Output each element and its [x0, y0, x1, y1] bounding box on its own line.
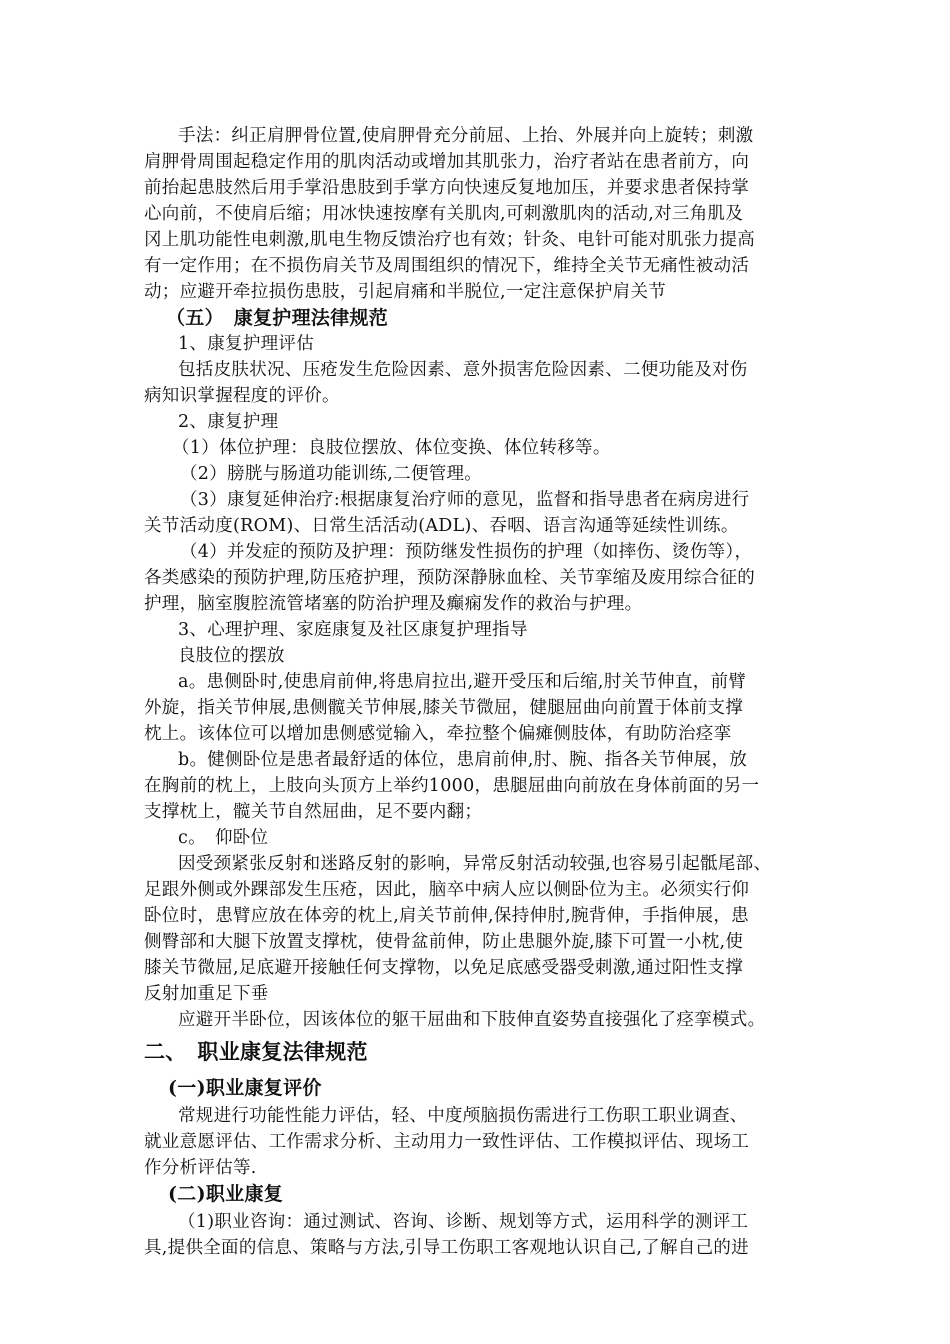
section-heading: （五） 康复护理法律规范: [166, 307, 389, 329]
text-line: 卧位时，患臂应放在体旁的枕上,肩关节前伸,保持伸肘,腕背伸，手指伸展，患: [144, 906, 749, 926]
text-line: c。 仰卧位: [178, 828, 269, 848]
text-line: 关节活动度(ROM)、日常生活活动(ADL)、吞咽、语言沟通等延续性训练。: [144, 516, 739, 536]
text-line: 外旋，指关节伸展,患侧髋关节伸展,膝关节微屈，健腿屈曲向前置于体前支撑: [144, 698, 744, 718]
text-line: 就业意愿评估、工作需求分析、主动用力一致性评估、工作模拟评估、现场工: [144, 1132, 750, 1152]
text-line: 良肢位的摆放: [178, 646, 285, 666]
text-line: 反射加重足下垂: [144, 984, 269, 1004]
text-line: 支撑枕上，髋关节自然屈曲，足不要内翻；: [144, 802, 483, 822]
text-line: 前抬起患肢然后用手掌沿患肢到手掌方向快速反复地加压，并要求患者保持掌: [144, 178, 750, 198]
text-line: 护理，脑室腹腔流管堵塞的防治护理及癫痫发作的救治与护理。: [144, 594, 643, 614]
text-line: 具,提供全面的信息、策略与方法,引导工伤职工客观地认识自己,了解自己的进: [144, 1238, 749, 1258]
text-line: 2、康复护理: [178, 412, 279, 432]
section-heading: (二)职业康复: [168, 1183, 284, 1205]
text-line: 心向前，不使肩后缩；用冰快速按摩有关肌肉,可刺激肌肉的活动,对三角肌及: [144, 204, 744, 224]
text-line: 1、康复护理评估: [178, 334, 315, 354]
text-line: b。健侧卧位是患者最舒适的体位，患肩前伸,肘、腕、指各关节伸展，放: [178, 750, 748, 770]
text-line: 膝关节微屈,足底避开接触任何支撑物，以免足底感受器受刺激,通过阳性支撑: [144, 958, 744, 978]
text-line: 侧臀部和大腿下放置支撑枕，使骨盆前伸，防止患腿外旋,膝下可置一小枕,使: [144, 932, 744, 952]
text-line: 病知识掌握程度的评价。: [144, 386, 340, 406]
text-line: 3、心理护理、家庭康复及社区康复护理指导: [178, 620, 528, 640]
text-line: 常规进行功能性能力评估，轻、中度颅脑损伤需进行工伤职工职业调查、: [178, 1106, 748, 1126]
section-heading: (一)职业康复评价: [168, 1077, 322, 1099]
text-line: （2）膀胱与肠道功能训练,二便管理。: [180, 464, 483, 484]
text-line: 肩胛骨周围起稳定作用的肌肉活动或增加其肌张力，治疗者站在患者前方，向: [144, 152, 750, 172]
text-line: 枕上。该体位可以增加患侧感觉输入，牵拉整个偏瘫侧肢体，有助防治痉挛: [144, 724, 732, 744]
text-line: 应避开半卧位，因该体位的躯干屈曲和下肢伸直姿势直接强化了痉挛模式。: [178, 1010, 766, 1030]
text-line: 手法：纠正肩胛骨位置,使肩胛骨充分前屈、上抬、外展并向上旋转；刺激: [178, 126, 754, 146]
text-line: a。患侧卧时,使患肩前伸,将患肩拉出,避开受压和后缩,肘关节伸直，前臂: [178, 672, 747, 692]
text-line: （1）体位护理：良肢位摆放、体位变换、体位转移等。: [172, 438, 611, 458]
text-line: 足跟外侧或外踝部发生压疮，因此，脑卒中病人应以侧卧位为主。必须实行仰: [144, 880, 750, 900]
text-line: 在胸前的枕上，上肢向头顶方上举约1000，患腿屈曲向前放在身体前面的另一: [144, 776, 760, 796]
text-line: 因受颈紧张反射和迷路反射的影响，异常反射活动较强,也容易引起骶尾部、: [178, 854, 772, 874]
text-line: 各类感染的预防护理,防压疮护理，预防深静脉血栓、关节挛缩及废用综合征的: [144, 568, 756, 588]
text-line: 包括皮肤状况、压疮发生危险因素、意外损害危险因素、二便功能及对伤: [178, 360, 748, 380]
chapter-heading: 二、 职业康复法律规范: [144, 1039, 368, 1064]
text-line: 动；应避开牵拉损伤患肢，引起肩痛和半脱位,一定注意保护肩关节: [144, 282, 667, 302]
text-line: （4）并发症的预防及护理：预防继发性损伤的护理（如摔伤、烫伤等），: [180, 542, 753, 562]
text-line: 有一定作用；在不损伤肩关节及周围组织的情况下，维持全关节无痛性被动活: [144, 256, 750, 276]
text-line: （3）康复延伸治疗:根据康复治疗师的意见，监督和指导患者在病房进行: [180, 490, 750, 510]
text-line: 作分析评估等.: [144, 1158, 257, 1178]
text-line: （1)职业咨询：通过测试、咨询、诊断、规划等方式，运用科学的测评工: [178, 1212, 749, 1232]
text-line: 冈上肌功能性电刺激,肌电生物反馈治疗也有效；针灸、电针可能对肌张力提高: [144, 230, 756, 250]
